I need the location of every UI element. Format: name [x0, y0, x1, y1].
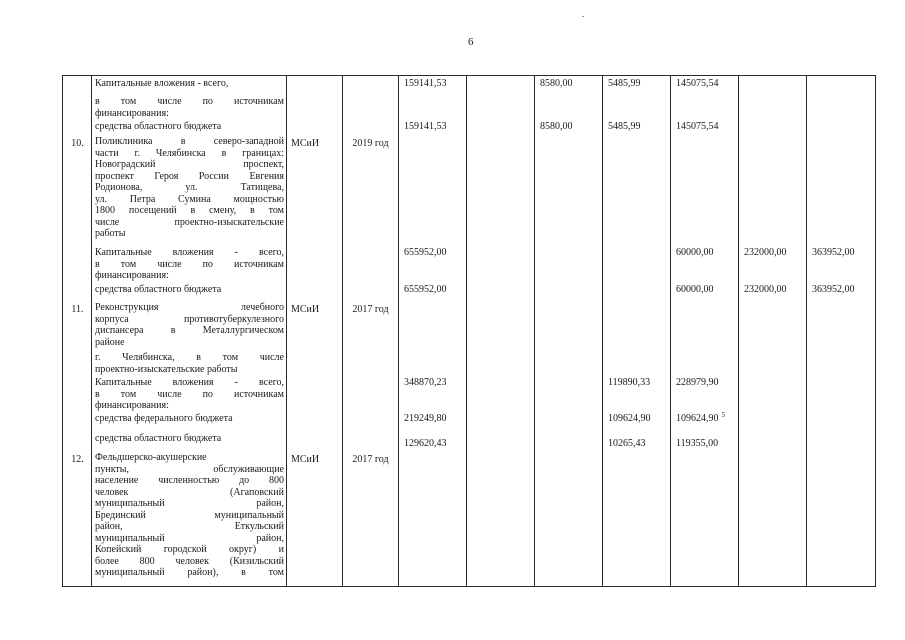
amount-d-text: 228979,90: [676, 377, 719, 388]
total-amount-text: 655952,00: [404, 284, 447, 295]
object-name-line: проектно-изыскательские работы: [95, 363, 238, 375]
amount-d: [676, 78, 719, 90]
object-name-line: Новоградский проспект,: [95, 159, 284, 170]
object-name-line: человек (Агаповский: [95, 486, 284, 498]
item-number-text: 10.: [71, 138, 84, 149]
amount-d: [676, 121, 719, 133]
total-amount-text: 655952,00: [404, 247, 447, 258]
amount-f: [812, 247, 855, 259]
object-name-line: Реконструкция лечебного: [95, 302, 284, 313]
amount-d-text: 60000,00: [676, 247, 714, 258]
amount-e: [744, 247, 787, 259]
column-total: [399, 76, 467, 587]
column-year-a: [467, 76, 535, 587]
object-name-line: средства областного бюджета: [95, 433, 222, 444]
object-name-line: части г. Челябинска в границах:: [95, 147, 284, 159]
amount-c-text: 5485,99: [608, 78, 641, 89]
amount-c: [608, 121, 641, 133]
object-name-line: более 800 человек (Кизильский: [95, 555, 284, 567]
total-amount-text: 129620,43: [404, 438, 447, 449]
column-year-e: [739, 76, 807, 587]
object-name-line: население численностью до 800: [95, 475, 284, 486]
object-name-line: муниципальный район,: [95, 498, 284, 509]
column-year-b: [535, 76, 603, 587]
amount-c: [608, 78, 641, 90]
footnote-marker: 5: [721, 411, 725, 419]
object-name-line: в том числе по источникам: [95, 258, 284, 270]
object-name-line: Брединский муниципальный: [95, 509, 284, 521]
amount-e-text: 232000,00: [744, 247, 787, 258]
column-year-c: [603, 76, 671, 587]
object-name-line: муниципальный район,: [95, 532, 284, 544]
agency-cell-text: МСиИ: [291, 304, 320, 315]
agency-cell-text: МСиИ: [291, 138, 320, 149]
amount-c-text: 5485,99: [608, 121, 641, 132]
item-number-text: 11.: [71, 304, 84, 315]
year-cell-text: 2017 год: [352, 304, 389, 315]
object-name-line: в том числе по источникам: [95, 96, 284, 107]
amount-b-text: 8580,00: [540, 121, 573, 132]
amount-f: [812, 284, 855, 296]
object-name-line: финансирования:: [95, 270, 169, 281]
object-name-line: корпуса противотуберкулезного: [95, 313, 284, 325]
agency-cell: [291, 454, 319, 466]
object-name-line: районе: [95, 336, 125, 348]
amount-b-text: 8580,00: [540, 78, 573, 89]
total-amount: [404, 377, 447, 389]
total-amount: [404, 413, 447, 425]
total-amount-text: 159141,53: [404, 121, 447, 132]
object-name-line: г. Челябинска, в том числе: [95, 352, 284, 363]
amount-e: [744, 284, 787, 296]
column-agency: [287, 76, 343, 587]
object-name-line: средства областного бюджета: [95, 121, 222, 132]
item-number: [63, 304, 92, 316]
column-year-f: [807, 76, 876, 587]
amount-d: [676, 284, 714, 296]
object-name-line: Капитальные вложения - всего,: [95, 377, 284, 388]
amount-b: [540, 121, 573, 133]
scan-artifact: [582, 16, 584, 17]
amount-d: [676, 438, 718, 450]
object-name-line: средства областного бюджета: [95, 284, 222, 295]
object-name-line: Фельдшерско-акушерские: [95, 452, 207, 463]
agency-cell: [291, 138, 319, 150]
object-name-line: 1800 посещений в смену, в том: [95, 205, 284, 216]
total-amount: [404, 247, 447, 259]
amount-d-text: 145075,54: [676, 121, 719, 132]
amount-d: [676, 247, 714, 259]
object-name-line: пункты, обслуживающие: [95, 463, 284, 475]
amount-d-text: 109624,90: [676, 413, 719, 424]
year-cell: [343, 454, 398, 466]
total-amount: [404, 121, 447, 133]
object-name-line: финансирования:: [95, 107, 169, 119]
year-cell: [343, 304, 398, 316]
object-name-line: Копейский городской округ) и: [95, 544, 284, 555]
amount-c-text: 10265,43: [608, 438, 646, 449]
amount-c: [608, 377, 650, 389]
amount-d-text: 119355,00: [676, 438, 719, 449]
total-amount-text: 348870,23: [404, 377, 447, 388]
year-cell-text: 2019 год: [352, 138, 389, 149]
item-number-text: 12.: [71, 454, 84, 465]
object-name-line: числе проектно-изыскательские: [95, 216, 284, 228]
total-amount-text: 159141,53: [404, 78, 447, 89]
amount-b: [540, 78, 573, 90]
object-name-line: в том числе по источникам: [95, 388, 284, 400]
item-number: [63, 454, 92, 466]
amount-d-text: 145075,54: [676, 78, 719, 89]
column-year-d: [671, 76, 739, 587]
amount-c: [608, 413, 651, 425]
object-name-line: диспансера в Металлургическом: [95, 325, 284, 336]
object-name-line: муниципальный район), в том: [95, 567, 284, 578]
object-name-line: проспект Героя России Евгения: [95, 170, 284, 182]
object-name-line: Поликлиника в северо-западной: [95, 136, 284, 147]
total-amount: [404, 78, 447, 90]
total-amount-text: 219249,80: [404, 413, 447, 424]
year-cell-text: 2017 год: [352, 454, 389, 465]
total-amount: [404, 284, 447, 296]
object-name-line: работы: [95, 228, 126, 239]
amount-f-text: 363952,00: [812, 247, 855, 258]
amount-d: [676, 377, 719, 389]
object-name-line: средства федерального бюджета: [95, 413, 233, 424]
amount-d-text: 60000,00: [676, 284, 714, 295]
amount-d: [676, 413, 725, 425]
column-object-name: [92, 76, 287, 587]
amount-e-text: 232000,00: [744, 284, 787, 295]
column-item-number: [63, 76, 92, 587]
object-name-line: Родионова, ул. Татищева,: [95, 182, 284, 193]
page-number: 6: [468, 36, 474, 48]
object-name-line: ул. Петра Сумина мощностью: [95, 193, 284, 205]
object-name-line: Капитальные вложения - всего,: [95, 78, 229, 89]
object-name-line: финансирования:: [95, 400, 169, 411]
agency-cell-text: МСиИ: [291, 454, 320, 465]
total-amount: [404, 438, 447, 450]
budget-table: [62, 75, 876, 587]
item-number: [63, 138, 92, 150]
amount-c-text: 119890,33: [608, 377, 651, 388]
year-cell: [343, 138, 398, 150]
object-name-line: Капитальные вложения - всего,: [95, 247, 284, 258]
agency-cell: [291, 304, 319, 316]
amount-c: [608, 438, 646, 450]
object-name-line: район, Еткульский: [95, 521, 284, 532]
amount-f-text: 363952,00: [812, 284, 855, 295]
column-year: [343, 76, 399, 587]
amount-c-text: 109624,90: [608, 413, 651, 424]
